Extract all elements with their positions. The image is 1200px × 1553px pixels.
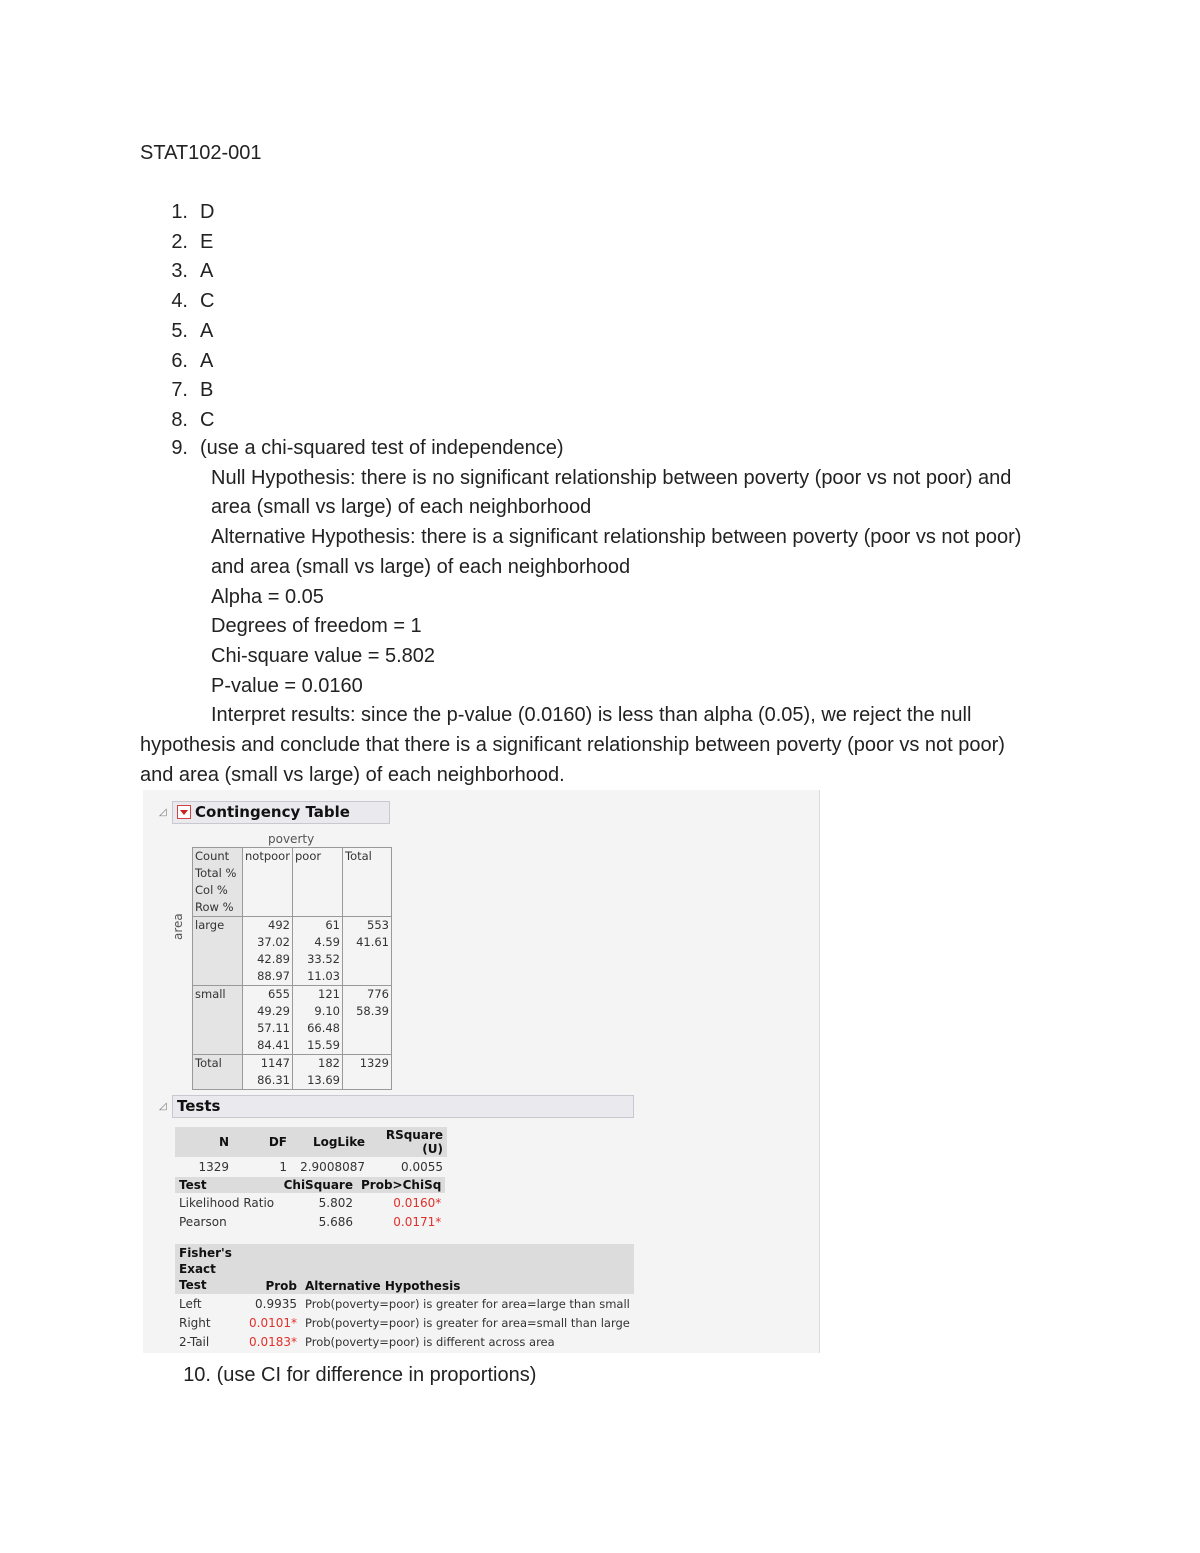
fisher-prob: 0.0183* <box>249 1334 297 1349</box>
question-10 <box>140 1361 536 1390</box>
chisq-cell: 5.802 <box>318 1195 353 1210</box>
summary-table <box>175 1127 447 1176</box>
chisq-row <box>175 1193 445 1212</box>
stat-label: Col % <box>195 883 228 897</box>
cell-value: 4.59 <box>314 935 340 949</box>
summary-header: N <box>175 1127 233 1157</box>
cell-value: 776 <box>367 987 389 1001</box>
total-cell <box>343 917 392 986</box>
col-header: notpoor <box>243 848 293 917</box>
cell-value: 182 <box>318 1056 340 1070</box>
cell-value: 121 <box>318 987 340 1001</box>
row-var-label: area <box>171 913 185 940</box>
contingency-row <box>193 917 392 986</box>
fisher-row <box>175 1332 634 1351</box>
alpha-line: Alpha = 0.05 <box>211 585 324 608</box>
total-cell <box>343 986 392 1055</box>
jmp-output-panel <box>143 790 820 1353</box>
notpoor-cell <box>243 986 293 1055</box>
cell-value: 42.89 <box>257 952 290 966</box>
chisquare-table <box>175 1177 445 1231</box>
cell-value: 492 <box>268 918 290 932</box>
chisq-cell: 0.0171* <box>393 1214 442 1229</box>
summary-cell: 2.9008087 <box>300 1159 365 1174</box>
chisq-header: Prob>ChiSq <box>357 1177 445 1193</box>
stat-labels-cell <box>193 848 243 917</box>
fisher-header: Prob <box>245 1244 301 1294</box>
row-label: large <box>193 917 243 986</box>
cell-value: 655 <box>268 987 290 1001</box>
fisher-side: 2-Tail <box>179 1334 210 1349</box>
answer-item <box>140 406 1040 436</box>
answer-number: 4. <box>171 290 188 313</box>
row-label: small <box>193 986 243 1055</box>
answer-number: 5. <box>171 319 188 342</box>
chisq-cell: 5.686 <box>318 1214 353 1229</box>
tests-header[interactable] <box>172 1095 634 1118</box>
cell-value: 58.39 <box>356 1004 389 1018</box>
interpretation: Interpret results: since the p-value (0.0160) is less than alpha (0.05), we reject the null hypothesis and conclude that there is a significant relationship between poverty (poor vs not poor) and area (small vs large) of each neighborhood. <box>140 704 1005 786</box>
chisq-header: Test <box>175 1177 279 1193</box>
answer-number: 2. <box>171 230 188 253</box>
null-hypothesis: Null Hypothesis: there is no significant relationship between poverty (poor vs not poor) and area (small vs large) of each neighborhood <box>211 466 1012 519</box>
col-header: Total <box>343 848 392 917</box>
tests-title: Tests <box>177 1097 221 1115</box>
q10-number: 10. <box>183 1364 211 1386</box>
answer-value: C <box>200 290 215 313</box>
fisher-row <box>175 1294 634 1313</box>
row-label: Total <box>193 1055 243 1090</box>
collapse-triangle-icon[interactable]: ◿ <box>159 1101 167 1112</box>
fisher-hypothesis: Prob(poverty=poor) is different across area <box>305 1334 555 1349</box>
contingency-grid <box>192 847 392 1090</box>
stat-label: Total % <box>195 866 237 880</box>
cell-value: 84.41 <box>257 1038 290 1052</box>
chisq-line: Chi-square value = 5.802 <box>211 644 436 667</box>
chisq-header: ChiSquare <box>279 1177 357 1193</box>
answer-value: D <box>200 201 215 223</box>
summary-cell: 1329 <box>198 1159 229 1174</box>
cell-value: 1329 <box>359 1056 389 1070</box>
cell-value: 66.48 <box>307 1021 340 1035</box>
fisher-hypothesis: Prob(poverty=poor) is greater for area=large than small <box>305 1296 630 1311</box>
answer-item <box>140 317 1040 347</box>
fisher-prob: 0.9935 <box>255 1296 297 1311</box>
fisher-row <box>175 1313 634 1332</box>
contingency-table <box>192 847 392 1090</box>
answer-item <box>140 347 1040 377</box>
fisher-table <box>175 1244 634 1351</box>
pvalue-line: P-value = 0.0160 <box>211 674 363 697</box>
cell-value: 11.03 <box>307 969 340 983</box>
red-triangle-menu-icon[interactable] <box>177 805 191 819</box>
answer-value: A <box>200 349 214 372</box>
q9-number: 9. <box>171 437 188 459</box>
chisq-grid <box>175 1177 445 1231</box>
summary-cell: 1 <box>279 1159 287 1174</box>
q10-text: (use CI for difference in proportions) <box>216 1364 537 1386</box>
fisher-hypothesis: Prob(poverty=poor) is greater for area=small than large <box>305 1315 630 1330</box>
answer-value: B <box>200 379 214 402</box>
cell-value: 61 <box>325 918 340 932</box>
cell-value: 33.52 <box>307 952 340 966</box>
answer-value: A <box>200 319 214 342</box>
cell-value: 37.02 <box>257 935 290 949</box>
alternative-hypothesis: Alternative Hypothesis: there is a significant relationship between poverty (poor vs not poor) and area (small vs large) of each neighborhood <box>211 526 1022 578</box>
cell-value: 57.11 <box>257 1021 290 1035</box>
chisq-cell: 0.0160* <box>393 1195 442 1210</box>
fisher-grid <box>175 1244 634 1351</box>
course-title: STAT102-001 <box>140 142 262 164</box>
contingency-header[interactable] <box>172 801 390 824</box>
summary-header: RSquare (U) <box>369 1127 447 1157</box>
df-line: Degrees of freedom = 1 <box>211 615 422 638</box>
summary-header: DF <box>233 1127 291 1157</box>
poor-cell <box>293 1055 343 1090</box>
cell-value: 88.97 <box>257 969 290 983</box>
cell-value: 15.59 <box>307 1038 340 1052</box>
question-9 <box>140 434 1040 790</box>
fisher-side: Left <box>179 1296 202 1311</box>
collapse-triangle-icon[interactable]: ◿ <box>159 807 167 818</box>
answer-value: C <box>200 408 215 431</box>
cell-value: 49.29 <box>257 1004 290 1018</box>
notpoor-cell <box>243 917 293 986</box>
cell-value: 9.10 <box>314 1004 340 1018</box>
answer-item <box>140 198 1040 228</box>
fisher-prob: 0.0101* <box>249 1315 297 1330</box>
contingency-title: Contingency Table <box>195 803 350 821</box>
cell-value: 1147 <box>260 1056 290 1070</box>
stat-label: Count <box>195 849 230 863</box>
answer-number: 7. <box>171 379 188 402</box>
answer-number: 3. <box>171 260 188 283</box>
answer-item <box>140 376 1040 406</box>
poor-cell <box>293 986 343 1055</box>
summary-header: LogLike <box>291 1127 369 1157</box>
answer-item <box>140 287 1040 317</box>
fisher-header: Alternative Hypothesis <box>301 1244 634 1294</box>
col-var-label: poverty <box>268 832 315 846</box>
cell-value: 41.61 <box>356 935 389 949</box>
chisq-row <box>175 1212 445 1231</box>
cell-value: 86.31 <box>257 1073 290 1087</box>
answer-item <box>140 228 1040 258</box>
fisher-side: Right <box>179 1315 211 1330</box>
chisq-cell: Pearson <box>179 1214 227 1229</box>
fisher-header: Fisher's Exact Test <box>175 1244 245 1294</box>
answer-item <box>140 257 1040 287</box>
col-header: poor <box>293 848 343 917</box>
chisq-cell: Likelihood Ratio <box>179 1195 275 1210</box>
cell-value: 553 <box>367 918 389 932</box>
poor-cell <box>293 917 343 986</box>
contingency-row <box>193 986 392 1055</box>
summary-grid <box>175 1127 447 1176</box>
answer-number: 6. <box>171 349 188 372</box>
notpoor-cell <box>243 1055 293 1090</box>
cell-value: 13.69 <box>307 1073 340 1087</box>
answer-value: A <box>200 260 214 283</box>
stat-label: Row % <box>195 900 234 914</box>
total-cell <box>343 1055 392 1090</box>
answer-number: 8. <box>171 408 188 431</box>
summary-row <box>175 1157 447 1176</box>
q9-method: (use a chi-squared test of independence) <box>200 437 564 459</box>
answer-value: E <box>200 230 214 253</box>
summary-cell: 0.0055 <box>401 1159 443 1174</box>
answer-number: 1. <box>171 201 188 223</box>
answer-list <box>140 198 1040 436</box>
contingency-total-row <box>193 1055 392 1090</box>
